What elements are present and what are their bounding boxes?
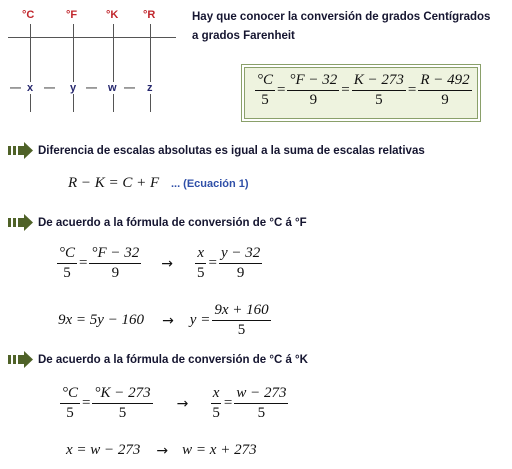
scale-label-fahrenheit: °F <box>66 9 78 21</box>
fraction-kelvin: $\frac{K - 273}{5}$ <box>353 72 404 108</box>
scale-label-rankine: °R <box>143 9 156 21</box>
implies-arrow: → <box>176 395 189 412</box>
var-y: y <box>70 82 77 94</box>
section2-line2: 9x = 5y − 160 → y = $\frac{9x + 160}{5}$ <box>58 302 269 338</box>
section2-line1: $\frac{^\circ C}{5}$ = $\frac{^\circ F - 32}{9}$ → $\frac{x}{5}$ = $\frac{y - 32}{9}$ <box>59 245 261 281</box>
scale-line-rankine <box>150 24 151 112</box>
arrow-bullet-icon <box>8 142 34 159</box>
intro-line-1: Hay que conocer la conversión de grados Centígrados <box>192 11 491 23</box>
var-z: z <box>147 82 153 94</box>
equation-1-note: ... (Ecuación 1) <box>170 178 249 190</box>
conversion-formula-box: $\frac{^\circ C}{5}$ = $\frac{^\circ F - 32}{9}$ = $\frac{K - 273}{5}$ = $\frac{R - 492}{9}$ <box>244 67 478 119</box>
scale-line-celsius <box>30 24 31 112</box>
fraction-fahrenheit: $\frac{^\circ F - 32}{9}$ <box>289 72 338 108</box>
var-w: w <box>108 82 117 94</box>
dash: — <box>44 82 55 94</box>
fraction-celsius: $\frac{^\circ C}{5}$ <box>257 72 274 108</box>
section3-line1: $\frac{^\circ C}{5}$ = $\frac{^\circ K - 273}{5}$ → $\frac{x}{5}$ = $\frac{w - 273}{5}$ <box>62 385 287 421</box>
arrow-bullet-icon <box>8 214 34 231</box>
scale-diagram <box>0 0 185 115</box>
equation-1: R − K = C + F ... (Ecuación 1) <box>68 175 249 191</box>
scale-label-celsius: °C <box>22 9 35 21</box>
intro-line-2: a grados Farenheit <box>192 30 295 42</box>
section3-heading: De acuerdo a la fórmula de conversión de °C á °K <box>38 354 308 366</box>
section1-heading: Diferencia de escalas absolutas es igual a la suma de escalas relativas <box>38 145 425 157</box>
var-x: x <box>27 82 34 94</box>
implies-arrow: → <box>156 442 169 459</box>
dash: — <box>124 82 135 94</box>
dash: — <box>86 82 97 94</box>
implies-arrow: → <box>161 255 174 272</box>
arrow-bullet-icon <box>8 351 34 368</box>
section2-heading: De acuerdo a la fórmula de conversión de °C á °F <box>38 217 307 229</box>
scale-label-kelvin: °K <box>106 9 119 21</box>
scale-line-kelvin <box>113 24 114 112</box>
implies-arrow: → <box>162 312 174 329</box>
section3-line2: x = w − 273 → w = x + 273 <box>66 442 257 459</box>
fraction-rankine: $\frac{R - 492}{9}$ <box>420 72 470 108</box>
scale-line-fahrenheit <box>73 24 74 112</box>
dash: — <box>10 82 21 94</box>
